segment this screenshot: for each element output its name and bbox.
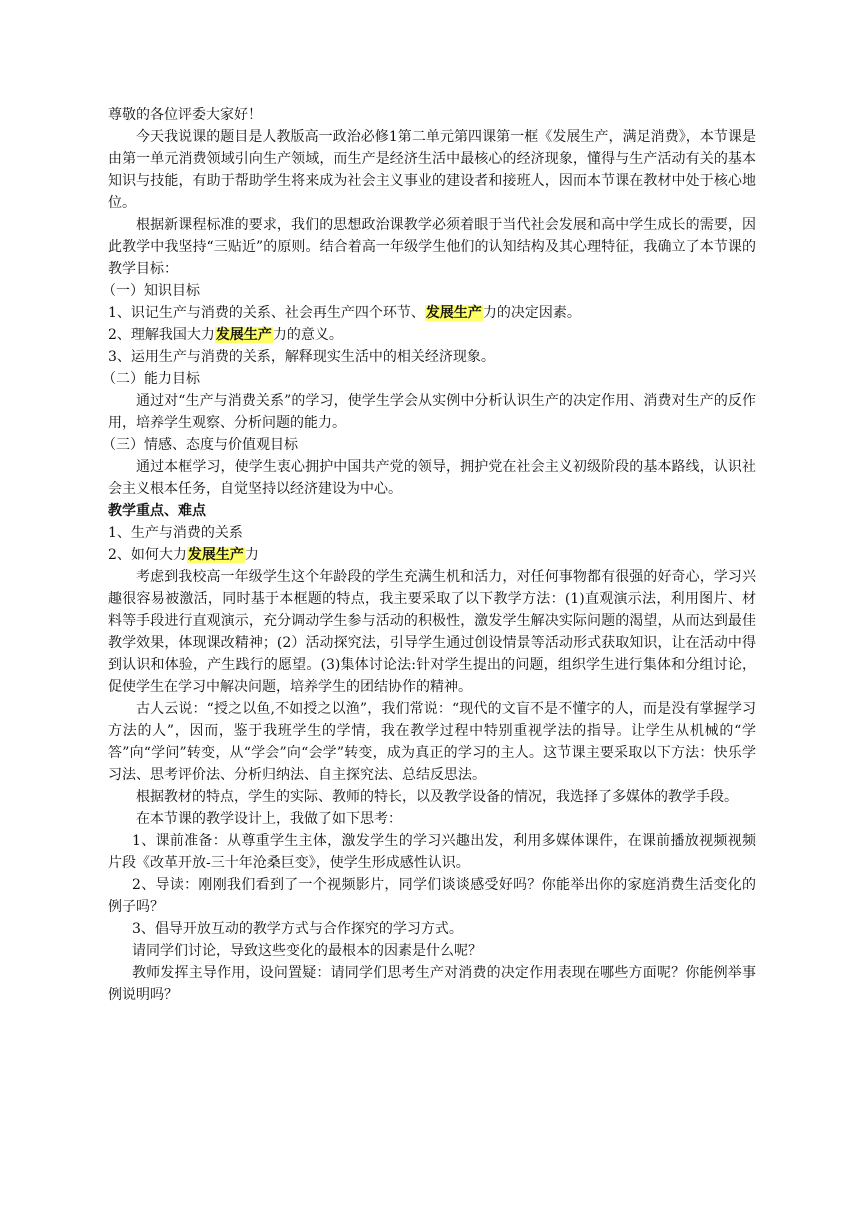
intro-paragraph-1: 今天我说课的题目是人教版高一政治必修1第二单元第四课第一框《发展生产，满足消费》，本节课是由第一单元消费领域引向生产领域，而生产是经济生活中最核心的经济现象，懂得与生产活动有关的基本知识与技能，有助于帮助学生将来成为社会主义事业的建设者和接班人，因而本节课在教材中处于核心地位。 [108, 129, 756, 211]
knowledge-item-3: 3、运用生产与消费的关系，解释现实生活中的相关经济现象。 [108, 349, 495, 365]
key-point-2-post: 力 [244, 547, 259, 563]
greeting: 尊敬的各位评委大家好！ [108, 107, 262, 123]
knowledge-item-1-post: 力的决定因素。 [482, 305, 581, 321]
knowledge-goal-heading: （一）知识目标 [102, 283, 200, 299]
highlighted-term: 发展生产 [425, 305, 482, 321]
knowledge-item-2-pre: 2、理解我国大力 [108, 327, 215, 343]
media-paragraph: 根据教材的特点，学生的实际、教师的特长，以及教学设备的情况，我选择了多媒体的教学手段。 [136, 789, 738, 805]
emotion-goal-heading: （三）情感、态度与价值观目标 [102, 437, 298, 453]
highlighted-term: 发展生产 [187, 547, 244, 563]
document-page [102, 104, 756, 1006]
ability-goal-heading: （二）能力目标 [102, 371, 200, 387]
knowledge-item-2-post: 力的意义。 [272, 327, 343, 343]
ability-goal-text: 通过对“生产与消费关系”的学习，使学生学会从实例中分析认识生产的决定作用、消费对生产的反作用，培养学生观察、分析问题的能力。 [108, 393, 756, 431]
study-methods-paragraph: 古人云说：“授之以鱼,不如授之以渔”，我们常说：“现代的文盲不是不懂字的人，而是没有掌握学习方法的人”，因而，鉴于我班学生的学情，我在教学过程中特别重视学法的指导。让学生从机械的“学答”向“学问”转变，从“学会”向“会学”转变，成为真正的学习的主人。这节课主要采取以下方法：快乐学习法、思考评价法、分析归纳法、自主探究法、总结反思法。 [108, 701, 756, 783]
intro-paragraph-2: 根据新课程标准的要求，我们的思想政治课教学必须着眼于当代社会发展和高中学生成长的需要，因此教学中我坚持“三贴近”的原则。结合着高一年级学生他们的认知结构及其心理特征，我确立了本节课的教学目标： [108, 217, 756, 277]
design-intro: 在本节课的教学设计上，我做了如下思考： [136, 811, 402, 827]
design-step-3: 3、倡导开放互动的教学方式与合作探究的学习方式。 [132, 921, 463, 937]
knowledge-item-1 [108, 302, 756, 324]
emotion-goal-text: 通过本框学习，使学生衷心拥护中国共产党的领导，拥护党在社会主义初级阶段的基本路线，认识社会主义根本任务，自觉坚持以经济建设为中心。 [108, 459, 756, 497]
key-points-heading: 教学重点、难点 [108, 503, 206, 519]
key-point-1: 1、生产与消费的关系 [108, 525, 243, 541]
knowledge-item-2 [108, 324, 756, 346]
design-step-2: 2、导读：刚刚我们看到了一个视频影片，同学们谈谈感受好吗？你能举出你的家庭消费生活变化的例子吗？ [108, 877, 756, 915]
teacher-question: 教师发挥主导作用，设问置疑：请同学们思考生产对消费的决定作用表现在哪些方面呢？你能例举事例说明吗？ [108, 965, 756, 1003]
key-point-2 [108, 544, 756, 566]
key-point-2-pre: 2、如何大力 [108, 547, 187, 563]
design-step-1: 1、课前准备：从尊重学生主体，激发学生的学习兴趣出发，利用多媒体课件，在课前播放视频视频片段《改革开放-三十年沧桑巨变》，使学生形成感性认识。 [108, 833, 756, 871]
knowledge-item-1-pre: 1、识记生产与消费的关系、社会再生产四个环节、 [108, 305, 425, 321]
teaching-methods-paragraph: 考虑到我校高一年级学生这个年龄段的学生充满生机和活力，对任何事物都有很强的好奇心，学习兴趣很容易被激活，同时基于本框题的特点，我主要采取了以下教学方法：(1)直观演示法，利用图片、材料等手段进行直观演示，充分调动学生参与活动的积极性，激发学生解决实际问题的渴望，从而达到最佳教学效果，体现课改精神；(2）活动探究法，引导学生通过创设情景等活动形式获取知识，让在活动中得到认识和体验，产生践行的愿望。(3)集体讨论法:针对学生提出的问题，组织学生进行集体和分组讨论，促使学生在学习中解决问题，培养学生的团结协作的精神。 [108, 569, 756, 695]
discussion-prompt: 请同学们讨论，导致这些变化的最根本的因素是什么呢？ [132, 943, 482, 959]
highlighted-term: 发展生产 [215, 327, 272, 343]
